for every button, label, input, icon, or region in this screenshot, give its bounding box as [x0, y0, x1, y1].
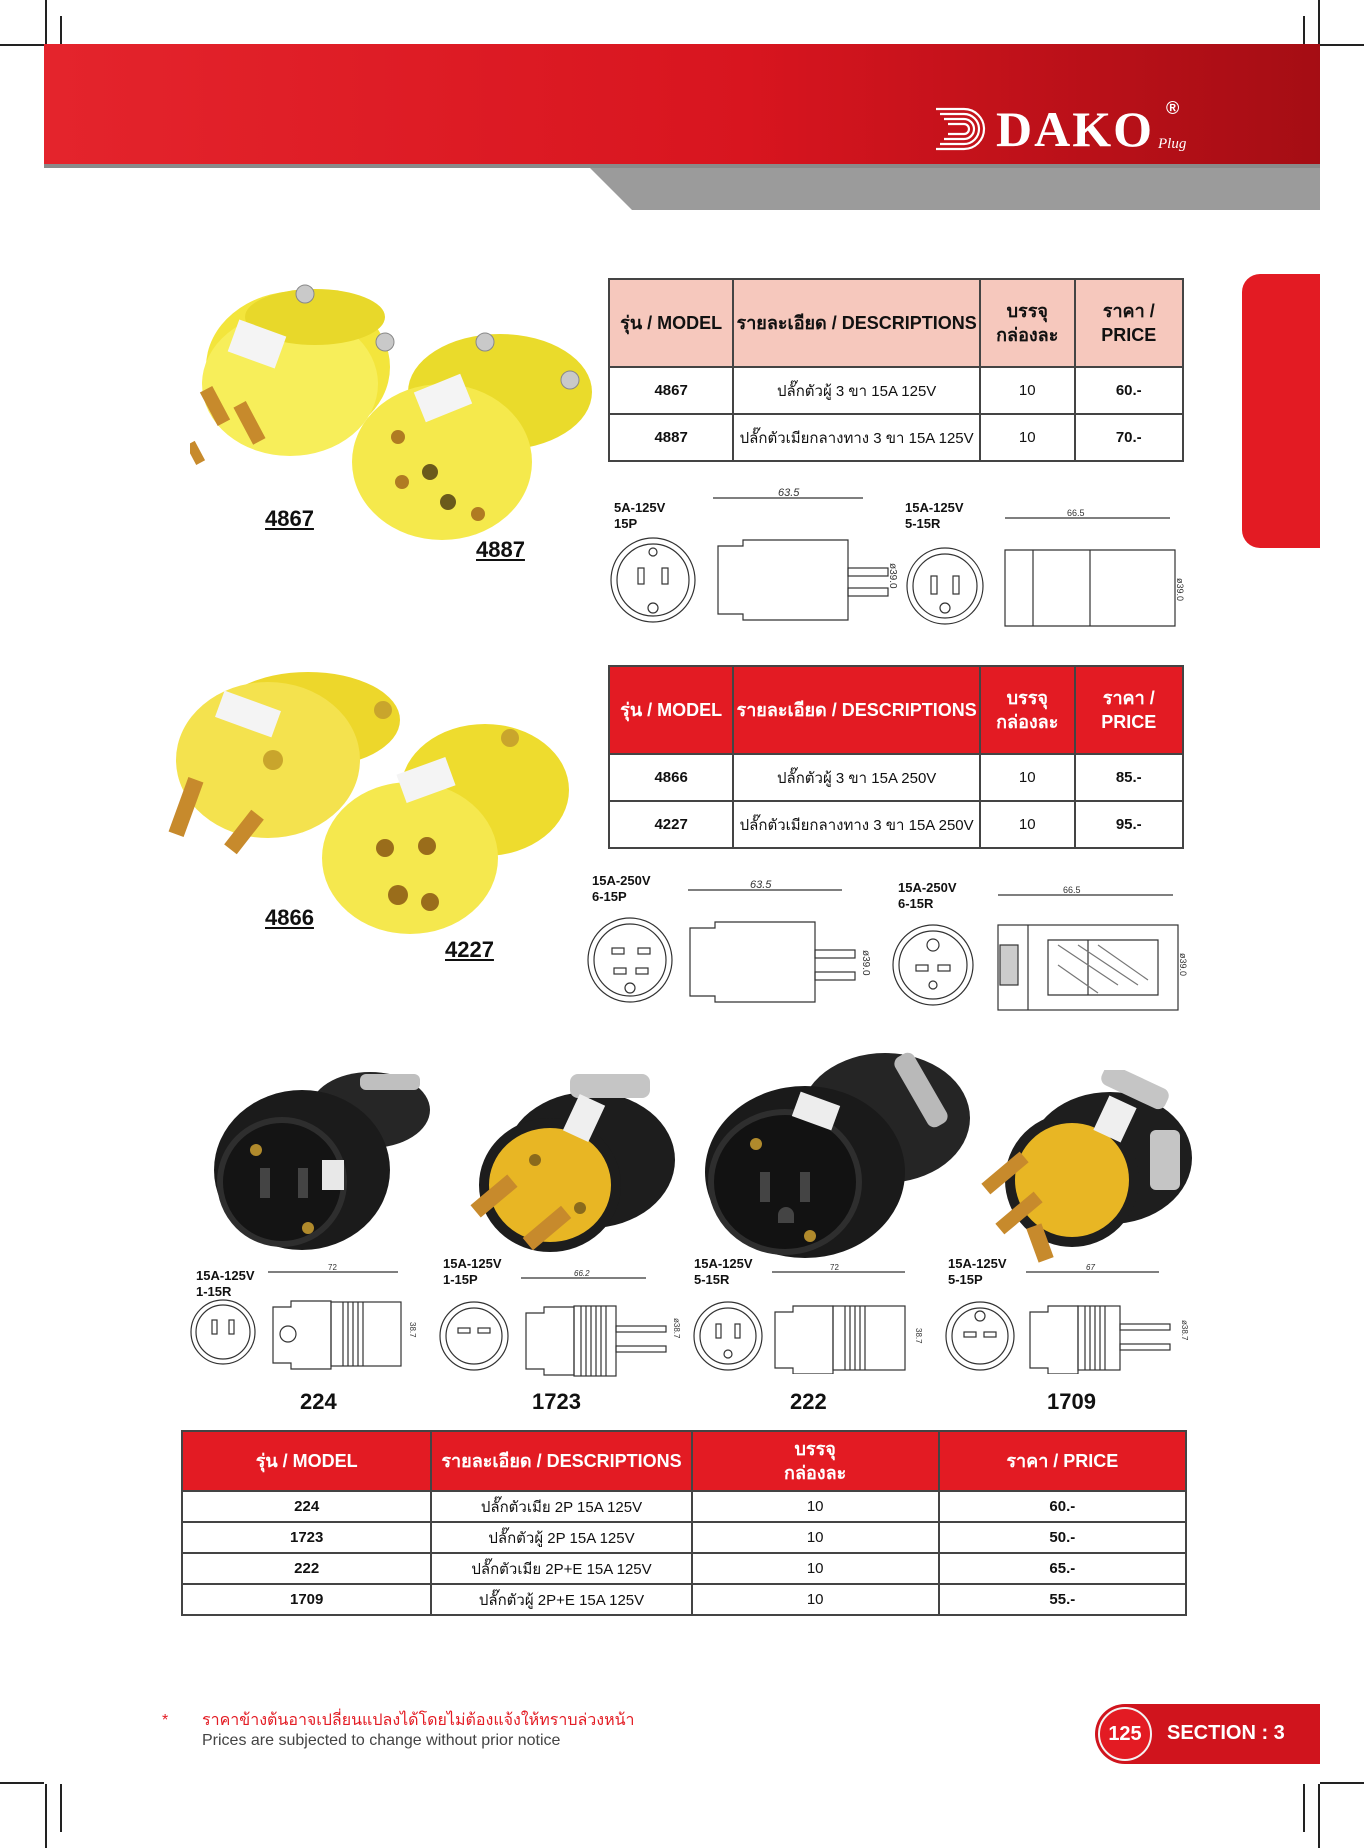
crop-mark [1303, 16, 1305, 44]
technical-drawing [888, 885, 1188, 1015]
crop-mark [1320, 1782, 1364, 1784]
product-photo-222 [700, 1040, 980, 1260]
table-row [609, 801, 1183, 848]
technical-drawing [580, 880, 885, 1010]
cell-price: 60.- [1075, 367, 1183, 414]
cell-desc: ปลั๊กตัวผู้ 2P 15A 125V [431, 1522, 691, 1553]
cell-model: 4887 [609, 414, 733, 461]
cell-qty: 10 [980, 801, 1074, 848]
model-label: 1709 [1047, 1389, 1096, 1414]
cell-price: 65.- [939, 1553, 1186, 1584]
col-header-price: ราคา / PRICE [939, 1431, 1186, 1491]
black-plug-photo [214, 1072, 430, 1250]
dim-diameter: ø39.0 [887, 563, 898, 589]
table-row [182, 1553, 1186, 1584]
cell-desc: ปลั๊กตัวเมียกลางทาง 3 ขา 15A 125V [733, 414, 980, 461]
table-row [182, 1584, 1186, 1615]
cell-price: 85.- [1075, 754, 1183, 801]
dim-diameter: 38.7 [408, 1322, 417, 1338]
cell-desc: ปลั๊กตัวเมีย 2P+E 15A 125V [431, 1553, 691, 1584]
cell-price: 55.- [939, 1584, 1186, 1615]
dim-diameter: 38.7 [914, 1328, 923, 1344]
cell-price: 70.- [1075, 414, 1183, 461]
drawing-spec-label: 15A-125V 5-15R [905, 500, 964, 531]
dako-d-logo-icon [934, 107, 994, 151]
cell-desc: ปลั๊กตัวผู้ 3 ขา 15A 125V [733, 367, 980, 414]
cell-model: 4227 [609, 801, 733, 848]
col-header-desc: รายละเอียด / DESCRIPTIONS [733, 279, 980, 367]
col-header-model: รุ่น / MODEL [609, 279, 733, 367]
brand-sub: Plug [1158, 136, 1187, 152]
table-row [182, 1522, 1186, 1553]
black-plug-photo [705, 1050, 970, 1258]
cell-model: 1723 [182, 1522, 431, 1553]
col-header-model: รุ่น / MODEL [182, 1431, 431, 1491]
cell-model: 4866 [609, 754, 733, 801]
crop-mark [1320, 44, 1364, 46]
dim-diameter: ø38.7 [672, 1318, 681, 1339]
header-gray-band [44, 164, 1320, 210]
dim-length: 72 [328, 1263, 337, 1272]
footnote-star: * [162, 1712, 169, 1729]
cell-qty: 10 [980, 367, 1074, 414]
crop-mark [1303, 1784, 1305, 1832]
drawing-spec-label: 15A-125V 1-15P [443, 1256, 502, 1287]
col-header-qty: บรรจุ กล่องละ [980, 666, 1074, 754]
drawing-spec-label: 15A-125V 5-15R [694, 1256, 753, 1287]
cell-qty: 10 [692, 1522, 939, 1553]
cell-model: 1709 [182, 1584, 431, 1615]
cell-model: 4867 [609, 367, 733, 414]
table-row [609, 367, 1183, 414]
model-label: 224 [300, 1389, 337, 1414]
crop-mark [45, 1784, 47, 1848]
model-label: 4866 [265, 905, 314, 930]
crop-mark [0, 1782, 44, 1784]
dim-length: 66.5 [1063, 885, 1081, 895]
col-header-model: รุ่น / MODEL [609, 666, 733, 754]
cell-qty: 10 [692, 1584, 939, 1615]
technical-drawing [188, 1262, 428, 1372]
technical-drawing [436, 1268, 686, 1378]
dim-diameter: ø39.0 [1175, 578, 1185, 602]
crop-mark [45, 0, 47, 44]
brand-name: DAKO [996, 101, 1154, 157]
disclaimer-thai: ราคาข้างต้นอาจเปลี่ยนแปลงได้โดยไม่ต้องแจ้งให้ทราบล่วงหน้า [202, 1712, 635, 1729]
cell-desc: ปลั๊กตัวผู้ 3 ขา 15A 250V [733, 754, 980, 801]
technical-drawing [944, 1262, 1194, 1374]
page-number: 125 [1098, 1707, 1152, 1761]
yellow-plug-photo [352, 333, 592, 540]
dim-length: 67 [1086, 1263, 1095, 1272]
black-plug-photo [981, 1070, 1192, 1263]
model-label: 4227 [445, 937, 494, 962]
section-label: SECTION : 3 [1167, 1722, 1285, 1744]
product-photo-4887 [350, 322, 595, 547]
section-side-tab [1242, 274, 1320, 548]
product-photo-224 [210, 1060, 445, 1255]
drawing-spec-label: 15A-125V 1-15R [196, 1268, 255, 1299]
crop-mark [1318, 1784, 1320, 1848]
cell-qty: 10 [980, 754, 1074, 801]
dim-length: 63.5 [750, 880, 772, 891]
col-header-price: ราคา / PRICE [1075, 279, 1183, 367]
cell-price: 60.- [939, 1491, 1186, 1522]
cell-qty: 10 [692, 1553, 939, 1584]
disclaimer-english: Prices are subjected to change without prior notice [202, 1732, 561, 1749]
technical-drawing [905, 508, 1185, 633]
price-table-3 [181, 1430, 1187, 1616]
cell-qty: 10 [692, 1491, 939, 1522]
dim-diameter: ø38.7 [1180, 1320, 1189, 1341]
dim-diameter: ø39.0 [1178, 953, 1188, 977]
price-table-1 [608, 278, 1184, 462]
col-header-price: ราคา / PRICE [1075, 666, 1183, 754]
crop-mark [1318, 0, 1320, 44]
cell-price: 95.- [1075, 801, 1183, 848]
model-label: 1723 [532, 1389, 581, 1414]
crop-mark [0, 44, 44, 46]
table-row [182, 1491, 1186, 1522]
col-header-desc: รายละเอียด / DESCRIPTIONS [733, 666, 980, 754]
price-disclaimer [162, 1711, 635, 1751]
col-header-qty: บรรจุ กล่องละ [692, 1431, 939, 1491]
yellow-plug-photo [322, 724, 569, 934]
product-photo-4227 [320, 710, 575, 940]
dim-length: 63.5 [778, 488, 800, 499]
black-plug-photo [470, 1074, 675, 1250]
technical-drawing [608, 488, 898, 628]
crop-mark [60, 1784, 62, 1832]
dim-length: 66.5 [1067, 508, 1085, 518]
drawing-spec-label: 15A-250V 6-15P [592, 873, 651, 904]
model-label: 222 [790, 1389, 827, 1414]
cell-model: 222 [182, 1553, 431, 1584]
cell-qty: 10 [980, 414, 1074, 461]
cell-desc: ปลั๊กตัวเมียกลางทาง 3 ขา 15A 250V [733, 801, 980, 848]
model-label: 4887 [476, 537, 525, 562]
crop-mark [60, 16, 62, 44]
technical-drawing [690, 1262, 940, 1374]
cell-model: 224 [182, 1491, 431, 1522]
drawing-spec-label: 5A-125V 15P [614, 500, 666, 531]
dim-length: 72 [830, 1263, 839, 1272]
dako-logo [934, 98, 1187, 157]
table-row [609, 754, 1183, 801]
table-row [609, 414, 1183, 461]
product-photo-1723 [470, 1070, 680, 1265]
col-header-qty: บรรจุ กล่องละ [980, 279, 1074, 367]
drawing-spec-label: 15A-125V 5-15P [948, 1256, 1007, 1287]
dim-length: 66.2 [574, 1269, 590, 1278]
cell-desc: ปลั๊กตัวผู้ 2P+E 15A 125V [431, 1584, 691, 1615]
cell-price: 50.- [939, 1522, 1186, 1553]
dim-diameter: ø39.0 [860, 950, 871, 976]
price-table-2 [608, 665, 1184, 849]
registered-mark: ® [1166, 98, 1180, 118]
model-label: 4867 [265, 506, 314, 531]
col-header-desc: รายละเอียด / DESCRIPTIONS [431, 1431, 691, 1491]
cell-desc: ปลั๊กตัวเมีย 2P 15A 125V [431, 1491, 691, 1522]
drawing-spec-label: 15A-250V 6-15R [898, 880, 957, 911]
product-photo-1709 [980, 1070, 1195, 1270]
